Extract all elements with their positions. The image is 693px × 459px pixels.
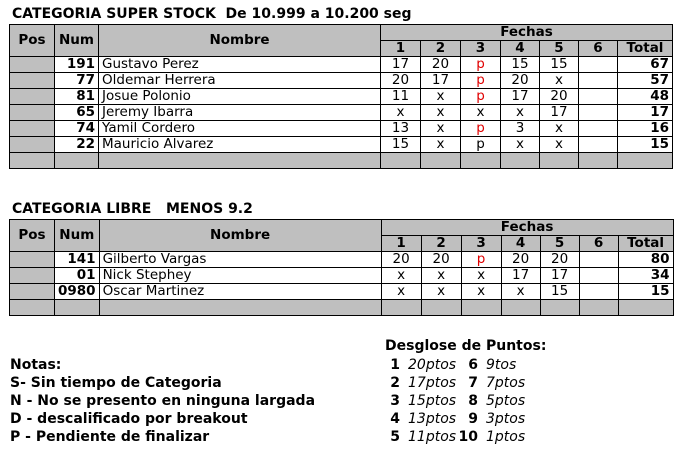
table-row	[10, 57, 673, 73]
points-value: 15ptos	[408, 393, 457, 409]
score-cell: 17	[501, 268, 540, 284]
filler-cell	[501, 153, 540, 169]
fechas-header: Fechas	[381, 25, 673, 41]
filler-cell	[579, 300, 618, 316]
super-stock-table	[9, 24, 673, 169]
total-cell: 48	[618, 89, 673, 105]
place-number: 5	[390, 429, 400, 445]
pos-cell	[10, 105, 55, 121]
num-cell: 81	[55, 89, 99, 105]
name-cell: Oscar Martinez	[99, 284, 381, 300]
date-header: 6	[579, 236, 618, 252]
name-header: Nombre	[99, 25, 381, 57]
total-cell: 17	[618, 105, 673, 121]
total-header: Total	[618, 236, 673, 252]
breakdown-row	[380, 392, 536, 410]
table-row	[10, 105, 673, 121]
name-cell: Oldemar Herrera	[99, 73, 381, 89]
score-cell	[579, 121, 618, 137]
score-cell: x	[421, 137, 461, 153]
score-cell: 17	[540, 268, 579, 284]
score-cell: 20	[501, 252, 540, 268]
total-cell: 57	[618, 73, 673, 89]
date-header: 5	[540, 236, 579, 252]
place-number: 10	[458, 429, 478, 445]
num-cell: 74	[55, 121, 99, 137]
score-cell: 15	[540, 57, 579, 73]
name-header: Nombre	[99, 220, 381, 252]
num-cell: 77	[55, 73, 99, 89]
place-number: 4	[390, 411, 400, 427]
breakdown-row	[380, 410, 536, 428]
score-cell: x	[421, 268, 461, 284]
score-cell: p	[461, 252, 501, 268]
filler-row	[10, 153, 673, 169]
score-cell: 15	[501, 57, 540, 73]
table-row	[10, 121, 673, 137]
score-cell: x	[461, 284, 501, 300]
score-cell: p	[461, 73, 501, 89]
points-value: 7ptos	[486, 375, 526, 391]
score-cell	[579, 57, 618, 73]
note-item: P - Pendiente de finalizar	[10, 429, 210, 445]
breakdown-title: Desglose de Puntos:	[385, 338, 547, 354]
place-number: 8	[468, 393, 478, 409]
filler-cell	[55, 153, 99, 169]
points-value: 3ptos	[486, 411, 526, 427]
score-cell	[579, 89, 618, 105]
notes-title: Notas:	[10, 357, 62, 373]
filler-cell	[501, 300, 540, 316]
filler-cell	[540, 153, 579, 169]
score-cell	[579, 73, 618, 89]
score-cell: x	[540, 73, 579, 89]
points-value: 5ptos	[486, 393, 526, 409]
num-cell: 22	[55, 137, 99, 153]
score-cell	[579, 252, 618, 268]
filler-cell	[421, 300, 461, 316]
score-cell: x	[421, 105, 461, 121]
filler-cell	[618, 300, 673, 316]
section2-title: CATEGORIA LIBRE MENOS 9.2	[12, 201, 253, 217]
name-cell: Josue Polonio	[99, 89, 381, 105]
score-cell: 15	[540, 284, 579, 300]
score-cell: p	[461, 89, 501, 105]
num-cell: 01	[55, 268, 100, 284]
filler-cell	[381, 300, 421, 316]
score-cell: x	[381, 268, 421, 284]
points-value: 17ptos	[408, 375, 457, 391]
score-cell: 3	[501, 121, 540, 137]
pos-cell	[10, 73, 55, 89]
total-cell: 34	[618, 268, 673, 284]
fechas-header: Fechas	[381, 220, 673, 236]
filler-cell	[461, 153, 501, 169]
score-cell: 17	[540, 105, 579, 121]
place-number: 9	[468, 411, 478, 427]
filler-cell	[540, 300, 579, 316]
filler-cell	[421, 153, 461, 169]
filler-cell	[99, 300, 381, 316]
score-cell: 20	[540, 89, 579, 105]
total-header: Total	[618, 41, 673, 57]
score-cell	[579, 137, 618, 153]
num-cell: 65	[55, 105, 99, 121]
name-cell: Jeremy Ibarra	[99, 105, 381, 121]
points-value: 1ptos	[486, 429, 526, 445]
total-cell: 15	[618, 137, 673, 153]
num-cell: 141	[55, 252, 100, 268]
points-value: 20ptos	[408, 357, 457, 373]
score-cell: p	[461, 121, 501, 137]
points-value: 11ptos	[408, 429, 457, 445]
score-cell: x	[540, 121, 579, 137]
score-cell: x	[421, 121, 461, 137]
total-cell: 67	[618, 57, 673, 73]
date-header: 3	[461, 41, 501, 57]
score-cell: x	[421, 284, 461, 300]
score-cell: p	[461, 57, 501, 73]
score-cell	[579, 268, 618, 284]
score-cell: p	[461, 137, 501, 153]
total-cell: 15	[618, 284, 673, 300]
score-cell: x	[501, 105, 540, 121]
num-header: Num	[55, 220, 100, 252]
libre-table	[9, 219, 674, 316]
score-cell: 17	[421, 73, 461, 89]
note-item: D - descalificado por breakout	[10, 411, 248, 427]
table-row	[10, 89, 673, 105]
total-cell: 16	[618, 121, 673, 137]
pos-cell	[10, 137, 55, 153]
date-header: 3	[461, 236, 501, 252]
score-cell: 17	[381, 57, 421, 73]
breakdown-list	[380, 356, 536, 446]
date-header: 4	[501, 41, 540, 57]
points-value: 9tos	[486, 357, 517, 373]
score-cell: 13	[381, 121, 421, 137]
score-cell: x	[461, 268, 501, 284]
table-row	[10, 73, 673, 89]
score-cell: x	[381, 105, 421, 121]
name-cell: Mauricio Alvarez	[99, 137, 381, 153]
filler-cell	[381, 153, 421, 169]
total-cell: 80	[618, 252, 673, 268]
section1-title: CATEGORIA SUPER STOCK De 10.999 a 10.200 seg	[12, 6, 412, 22]
score-cell: 20	[421, 252, 461, 268]
score-cell: 20	[381, 252, 421, 268]
note-item: N - No se presento en ninguna largada	[10, 393, 316, 409]
score-cell: x	[501, 284, 540, 300]
place-number: 7	[468, 375, 478, 391]
breakdown-row	[380, 356, 536, 374]
filler-cell	[10, 153, 55, 169]
filler-cell	[579, 153, 618, 169]
num-cell: 0980	[55, 284, 100, 300]
name-cell: Nick Stephey	[99, 268, 381, 284]
notes-block	[10, 356, 315, 446]
filler-cell	[55, 300, 100, 316]
name-cell: Gustavo Perez	[99, 57, 381, 73]
date-header: 1	[381, 236, 421, 252]
points-value: 13ptos	[408, 411, 457, 427]
table-row	[10, 284, 674, 300]
date-header: 2	[421, 41, 461, 57]
score-cell: 20	[501, 73, 540, 89]
score-cell: x	[461, 105, 501, 121]
table-row	[10, 137, 673, 153]
date-header: 4	[501, 236, 540, 252]
filler-cell	[10, 300, 55, 316]
date-header: 2	[421, 236, 461, 252]
score-cell: 20	[421, 57, 461, 73]
date-header: 6	[579, 41, 618, 57]
score-cell: 20	[540, 252, 579, 268]
pos-cell	[10, 284, 55, 300]
score-cell: 20	[381, 73, 421, 89]
score-cell: 15	[381, 137, 421, 153]
pos-header: Pos	[10, 220, 55, 252]
filler-row	[10, 300, 674, 316]
pos-cell	[10, 89, 55, 105]
table-row	[10, 268, 674, 284]
header-row	[10, 220, 674, 236]
score-cell: x	[421, 89, 461, 105]
place-number: 2	[390, 375, 400, 391]
breakdown-row	[380, 428, 536, 446]
breakdown-row	[380, 374, 536, 392]
score-cell: x	[501, 137, 540, 153]
pos-cell	[10, 57, 55, 73]
filler-cell	[618, 153, 673, 169]
place-number: 3	[390, 393, 400, 409]
score-cell: 11	[381, 89, 421, 105]
header-row	[10, 25, 673, 41]
table-row	[10, 252, 674, 268]
date-header: 5	[540, 41, 579, 57]
score-cell	[579, 105, 618, 121]
score-cell: 17	[501, 89, 540, 105]
pos-cell	[10, 121, 55, 137]
pos-header: Pos	[10, 25, 55, 57]
place-number: 6	[468, 357, 478, 373]
num-header: Num	[55, 25, 99, 57]
pos-cell	[10, 268, 55, 284]
note-item: S- Sin tiempo de Categoria	[10, 375, 222, 391]
filler-cell	[461, 300, 501, 316]
filler-cell	[99, 153, 381, 169]
score-cell: x	[540, 137, 579, 153]
place-number: 1	[390, 357, 400, 373]
num-cell: 191	[55, 57, 99, 73]
pos-cell	[10, 252, 55, 268]
date-header: 1	[381, 41, 421, 57]
name-cell: Gilberto Vargas	[99, 252, 381, 268]
name-cell: Yamil Cordero	[99, 121, 381, 137]
score-cell: x	[381, 284, 421, 300]
score-cell	[579, 284, 618, 300]
